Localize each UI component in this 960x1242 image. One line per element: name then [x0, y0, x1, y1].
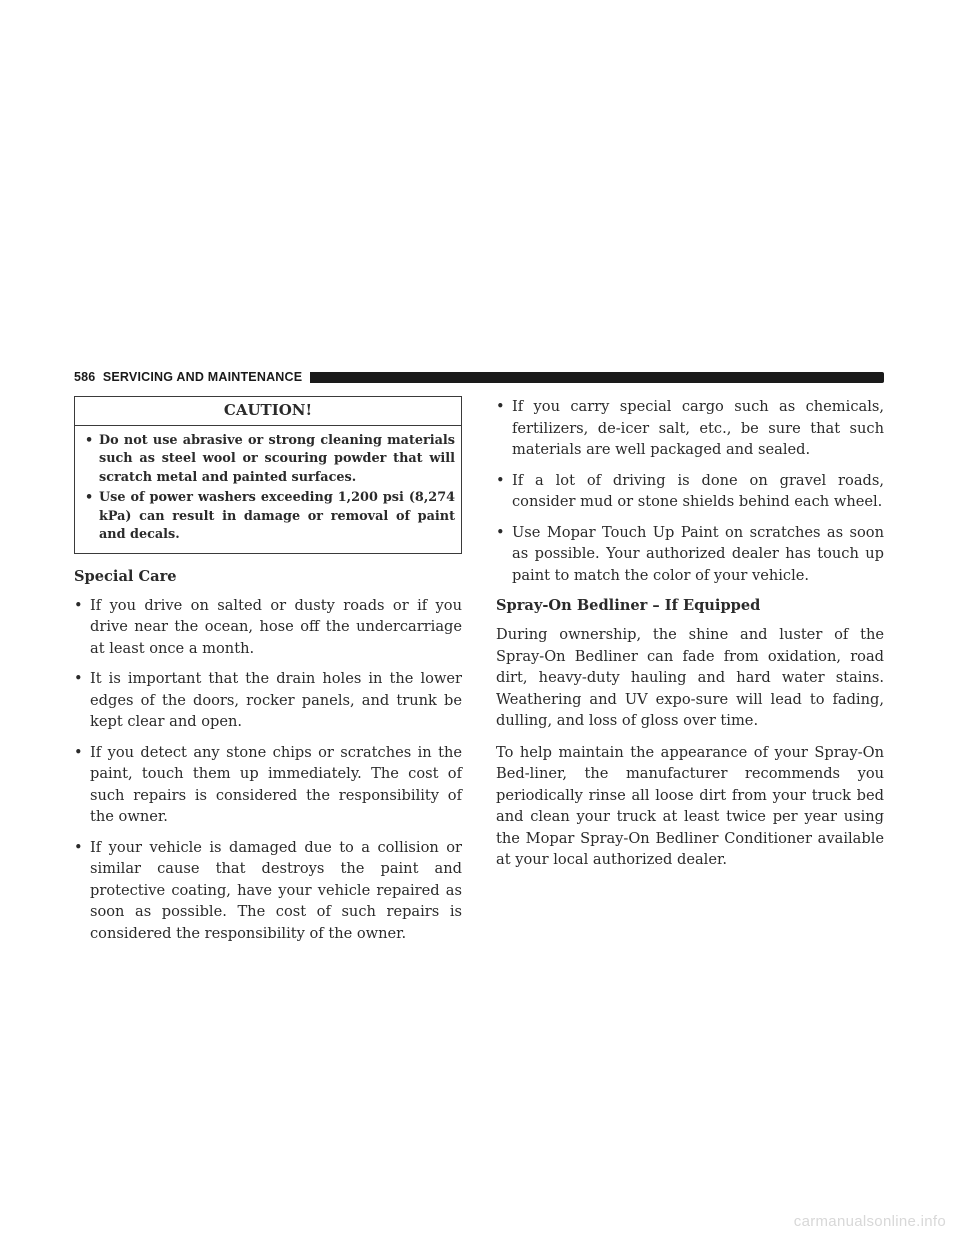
list-item — [74, 837, 462, 945]
list-item-text: Use Mopar Touch Up Paint on scratches as soon as possible. Your authorized dealer has touch up paint to match the color of your vehicle. — [512, 523, 884, 584]
left-column — [74, 396, 462, 953]
list-item — [496, 396, 884, 461]
list-item — [496, 522, 884, 587]
list-item — [496, 470, 884, 513]
bullet-icon: • — [496, 471, 505, 489]
watermark-text: carmanualsonline.info — [793, 1213, 946, 1230]
bullet-icon: • — [496, 398, 505, 415]
bullet-icon: • — [74, 838, 83, 856]
list-item — [74, 595, 462, 660]
page-header-text — [74, 370, 302, 384]
special-care-heading: Special Care — [74, 567, 177, 585]
caution-box — [74, 396, 462, 554]
bullet-icon: • — [74, 596, 83, 614]
bullet-icon: • — [85, 490, 94, 505]
right-column — [496, 396, 884, 881]
caution-title: CAUTION! — [75, 397, 461, 426]
list-item-text: If you drive on salted or dusty roads or if you drive near the ocean, hose off the undercarriage at least once a month. — [90, 596, 462, 657]
section-title: SERVICING AND MAINTENANCE — [102, 370, 303, 384]
caution-item-text: Do not use abrasive or strong cleaning materials such as steel wool or scouring powder that will scratch metal and painted surfaces. — [99, 432, 455, 485]
bullet-icon: • — [74, 743, 83, 761]
bedliner-paragraph: To help maintain the appearance of your Spray-On Bed-liner, the manufacturer recommends you periodically rinse all loose dirt from your truck bed and clean your truck at least twice per year using the Mopar Spray-On Bedliner Conditioner available at your local authorized dealer. — [496, 743, 884, 868]
caution-item — [83, 432, 455, 488]
list-item — [74, 668, 462, 733]
bedliner-paragraph: During ownership, the shine and luster of the Spray-On Bedliner can fade from oxidation, road dirt, heavy-duty hauling and hard water stains. Weathering and UV expo-sure will lead to fading, dulling, and loss of gloss over time. — [496, 626, 884, 729]
page-number: 586 — [74, 370, 96, 384]
list-item-text: If you detect any stone chips or scratches in the paint, touch them up immediately. The cost of such repairs is considered the responsibility of the owner. — [90, 743, 462, 825]
header-rule — [310, 372, 884, 383]
bullet-icon: • — [85, 432, 94, 448]
list-item-text: If your vehicle is damaged due to a collision or similar cause that destroys the paint and protective coating, have your vehicle repaired as soon as possible. The cost of such repairs is considered the responsibility of the owner. — [90, 838, 462, 942]
list-item-text: If a lot of driving is done on gravel roads, consider mud or stone shields behind each wheel. — [512, 471, 884, 510]
list-item-text: If you carry special cargo such as chemicals, fertilizers, de-icer salt, etc., be sure that such materials are well packaged and sealed. — [512, 398, 884, 458]
bedliner-heading: Spray-On Bedliner – If Equipped — [496, 597, 761, 614]
bullet-icon: • — [74, 670, 83, 687]
bullet-icon: • — [496, 523, 505, 541]
caution-body — [75, 426, 461, 553]
list-item-text: It is important that the drain holes in the lower edges of the doors, rocker panels, and trunk be kept clear and open. — [90, 670, 462, 730]
page-header — [74, 370, 884, 384]
list-item — [74, 742, 462, 828]
caution-item-text: Use of power washers exceeding 1,200 psi (8,274 kPa) can result in damage or removal of paint and decals. — [99, 490, 455, 542]
caution-item — [83, 489, 455, 545]
